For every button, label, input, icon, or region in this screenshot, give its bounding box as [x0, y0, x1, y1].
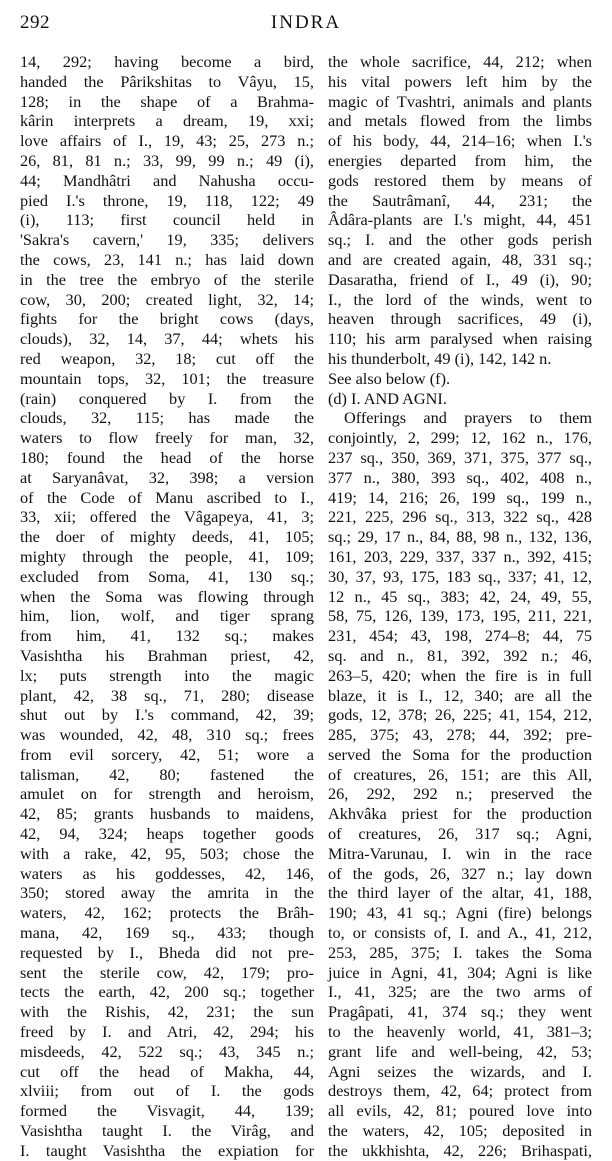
index-line: his vital powers left him by the	[328, 71, 592, 91]
index-line: Vasishtha taught I. the Virâg, and	[20, 1121, 314, 1141]
index-line: misdeeds, 42, 522 sq.; 43, 345 n.;	[20, 1041, 314, 1061]
index-line: See also below (f).	[328, 368, 451, 388]
index-line: of the gods, 26, 327 n.; lay down	[328, 863, 592, 883]
index-line: mighty through the people, 41, 109;	[20, 546, 314, 566]
index-line: and metals flowed from the limbs	[328, 111, 592, 131]
index-line: Agni seizes the wizards, and I.	[328, 1061, 592, 1081]
index-line: shut out by I.'s command, 42, 39;	[20, 705, 314, 725]
page-header	[20, 12, 592, 38]
index-line: sq.; I. and the other gods perish	[328, 230, 592, 250]
index-line: gods restored them by means of	[328, 170, 592, 190]
index-line: of creatures, 26, 151; are this All,	[328, 764, 592, 784]
index-line: freed by I. and Atri, 42, 294; his	[20, 1022, 314, 1042]
index-line: I. taught Vasishtha the expiation for	[20, 1140, 314, 1160]
index-line: Vasishtha his Brahman priest, 42,	[20, 645, 314, 665]
index-line: (d) I. AND AGNI.	[328, 388, 447, 408]
index-line: waters, 42, 162; protects the Brâh-	[20, 903, 314, 923]
index-line: blaze, it is I., 12, 340; are all the	[328, 685, 592, 705]
index-line: mountain tops, 32, 101; the treasure	[20, 368, 314, 388]
index-line: the waters, 42, 105; deposited in	[328, 1121, 592, 1141]
index-line: mana, 42, 169 sq., 433; though	[20, 923, 314, 943]
index-line: talisman, 42, 80; fastened the	[20, 764, 314, 784]
index-line: from him, 41, 132 sq.; makes	[20, 626, 314, 646]
index-line: him, lion, wolf, and tiger sprang	[20, 606, 314, 626]
index-line: the whole sacrifice, 44, 212; when	[328, 52, 592, 71]
index-line: 128; in the shape of a Brahma-	[20, 91, 314, 111]
index-line: 58, 75, 126, 139, 173, 195, 211, 221,	[328, 606, 592, 626]
index-line: in the tree the embryo of the sterile	[20, 269, 314, 289]
index-line: Mitra-Varunau, I. win in the race	[328, 843, 592, 863]
index-line: of the Code of Manu ascribed to I.,	[20, 487, 314, 507]
index-line: I., 41, 325; are the two arms of	[328, 982, 592, 1002]
index-line: magic of Tvashtri, animals and plants	[328, 91, 592, 111]
index-line: amulet on for strength and heroism,	[20, 784, 314, 804]
index-line: juice in Agni, 41, 304; Agni is like	[328, 962, 592, 982]
index-line: clouds, 32, 115; has made the	[20, 408, 314, 428]
index-line: 33, xii; offered the Vâgapeya, 41, 3;	[20, 507, 314, 527]
right-column	[328, 52, 592, 1160]
index-line: 237 sq., 350, 369, 371, 375, 377 sq.,	[328, 447, 592, 467]
index-line: 350; stored away the amrita in the	[20, 883, 314, 903]
index-line: sent the sterile cow, 42, 179; pro-	[20, 962, 314, 982]
index-line: from evil sorcery, 42, 51; wore a	[20, 744, 314, 764]
index-line: 419; 14, 216; 26, 199 sq., 199 n.,	[328, 487, 592, 507]
index-line: handed the Pârikshitas to Vâyu, 15,	[20, 71, 314, 91]
index-line: plant, 42, 38 sq., 71, 280; disease	[20, 685, 314, 705]
index-line: waters to flow freely for man, 32,	[20, 428, 314, 448]
index-line: red weapon, 32, 18; cut off the	[20, 348, 314, 368]
index-line: the ukkhishta, 42, 226; Brihaspati,	[328, 1140, 592, 1160]
index-line: served the Soma for the production	[328, 744, 592, 764]
index-line: grant life and well-being, 42, 53;	[328, 1041, 592, 1061]
index-line: 12 n., 45 sq., 383; 42, 24, 49, 55,	[328, 586, 592, 606]
index-line: Dasaratha, friend of I., 49 (i), 90;	[328, 269, 592, 289]
index-line: I., the lord of the winds, went to	[328, 289, 592, 309]
index-line: sq.; 29, 17 n., 84, 88, 98 n., 132, 136,	[328, 527, 592, 547]
index-line: at Saryanâvat, 32, 398; a version	[20, 467, 314, 487]
page-number: 292	[20, 12, 50, 33]
index-line: when the Soma was flowing through	[20, 586, 314, 606]
index-line: 110; his arm paralysed when raising	[328, 329, 592, 349]
index-line: pied I.'s throne, 19, 118, 122; 49	[20, 190, 314, 210]
index-line: kârin interprets a dream, 19, xxi;	[20, 111, 314, 131]
index-line: was wounded, 42, 48, 310 sq.; frees	[20, 725, 314, 745]
index-line: tects the earth, 42, 200 sq.; together	[20, 982, 314, 1002]
index-line: Âdâra-plants are I.'s might, 44, 451	[328, 210, 592, 230]
index-line: Offerings and prayers to them	[344, 408, 592, 428]
index-line: xlviii; from out of I. the gods	[20, 1081, 314, 1101]
index-line: 42, 85; grants husbands to maidens,	[20, 804, 314, 824]
index-line: the cows, 23, 141 n.; has laid down	[20, 249, 314, 269]
index-line: excluded from Soma, 41, 130 sq.;	[20, 566, 314, 586]
index-line: 44; Mandhâtri and Nahusha occu-	[20, 170, 314, 190]
index-line: love affairs of I., 19, 43; 25, 273 n.;	[20, 131, 314, 151]
index-line: and are created again, 48, 331 sq.;	[328, 249, 592, 269]
index-line: the Sautrâmanî, 44, 231; the	[328, 190, 592, 210]
index-line: 180; found the head of the horse	[20, 447, 314, 467]
index-line: (i), 113; first council held in	[20, 210, 314, 230]
index-line: requested by I., Bheda did not pre-	[20, 942, 314, 962]
index-line: 221, 225, 296 sq., 313, 322 sq., 428	[328, 507, 592, 527]
index-line: 377 n., 380, 393 sq., 402, 408 n.,	[328, 467, 592, 487]
index-line: Pragâpati, 41, 374 sq.; they went	[328, 1002, 592, 1022]
index-line: 42, 94, 324; heaps together goods	[20, 824, 314, 844]
index-line: 161, 203, 229, 337, 337 n., 392, 415;	[328, 546, 592, 566]
index-line: gods, 12, 378; 26, 225; 41, 154, 212,	[328, 705, 592, 725]
index-line: cow, 30, 200; created light, 32, 14;	[20, 289, 314, 309]
index-line: of creatures, 26, 317 sq.; Agni,	[328, 824, 592, 844]
index-line: 14, 292; having become a bird,	[20, 52, 314, 71]
index-line: 26, 81, 81 n.; 33, 99, 99 n.; 49 (i),	[20, 150, 314, 170]
running-head: INDRA	[270, 12, 342, 33]
index-line: formed the Visvagit, 44, 139;	[20, 1101, 314, 1121]
index-line: (rain) conquered by I. from the	[20, 388, 314, 408]
index-line: energies departed from him, the	[328, 150, 592, 170]
index-line: with the Rishis, 42, 231; the sun	[20, 1002, 314, 1022]
index-line: waters as his goddesses, 42, 146,	[20, 863, 314, 883]
index-line: 253, 285, 375; I. takes the Soma	[328, 942, 592, 962]
index-line: the third layer of the altar, 41, 188,	[328, 883, 592, 903]
index-line: 285, 375; 43, 278; 44, 392; pre-	[328, 725, 592, 745]
index-line: all evils, 42, 81; poured love into	[328, 1101, 592, 1121]
index-line: cut off the head of Makha, 44,	[20, 1061, 314, 1081]
index-line: 30, 37, 93, 175, 183 sq., 337; 41, 12,	[328, 566, 592, 586]
left-column	[20, 52, 314, 1160]
index-line: with a rake, 42, 95, 503; chose the	[20, 843, 314, 863]
index-line: 190; 43, 41 sq.; Agni (fire) belongs	[328, 903, 592, 923]
index-line: Akhvâka priest for the production	[328, 804, 592, 824]
index-line: conjointly, 2, 299; 12, 162 n., 176,	[328, 428, 592, 448]
index-line: fights for the bright cows (days,	[20, 309, 314, 329]
index-line: to, or consists of, I. and A., 41, 212,	[328, 923, 592, 943]
index-line: 263–5, 420; when the fire is in full	[328, 665, 592, 685]
index-line: lx; puts strength into the magic	[20, 665, 314, 685]
index-line: his thunderbolt, 49 (i), 142, 142 n.	[328, 348, 552, 368]
index-line: destroys them, 42, 64; protect from	[328, 1081, 592, 1101]
index-line: 'Sakra's cavern,' 19, 335; delivers	[20, 230, 314, 250]
index-line: 231, 454; 43, 198, 274–8; 44, 75	[328, 626, 592, 646]
index-line: 26, 292, 292 n.; preserved the	[328, 784, 592, 804]
index-line: to the heavenly world, 41, 381–3;	[328, 1022, 592, 1042]
index-line: of his body, 44, 214–16; when I.'s	[328, 131, 592, 151]
index-line: the doer of mighty deeds, 41, 105;	[20, 527, 314, 547]
index-line: sq. and n., 81, 392, 392 n.; 46,	[328, 645, 592, 665]
index-line: heaven through sacrifices, 49 (i),	[328, 309, 592, 329]
index-line: clouds), 32, 14, 37, 44; whets his	[20, 329, 314, 349]
